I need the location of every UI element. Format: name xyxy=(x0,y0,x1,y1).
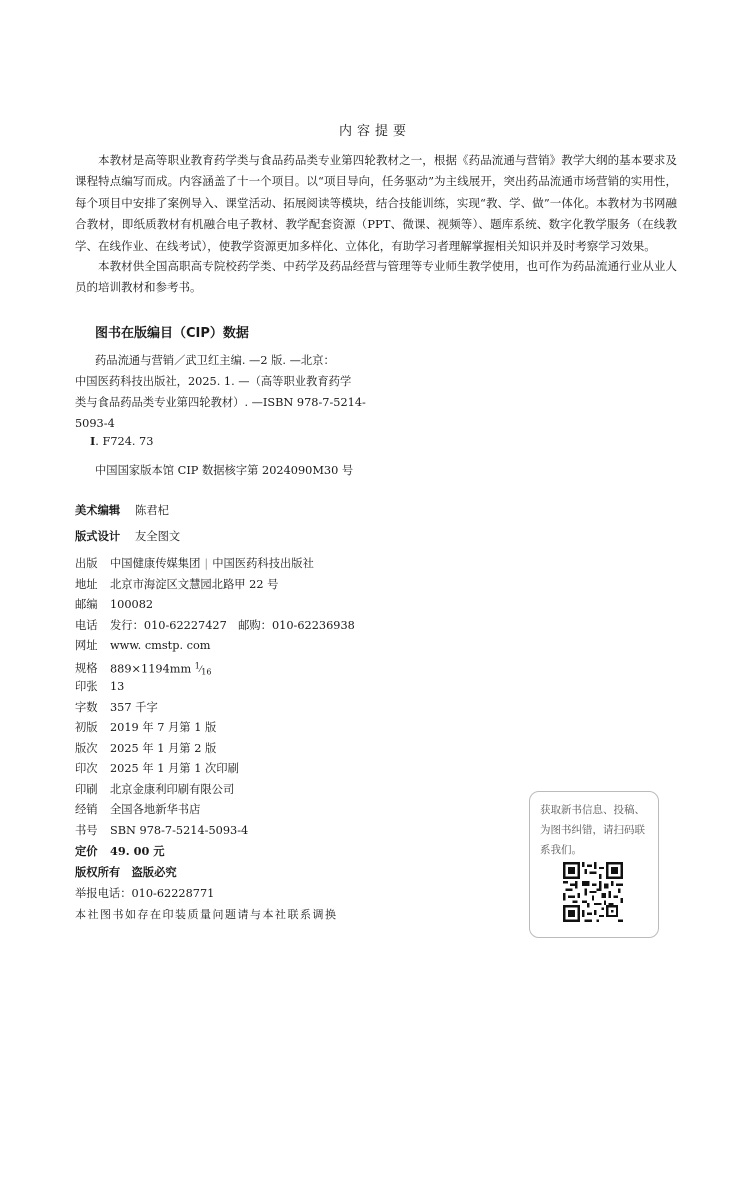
postcode-row xyxy=(75,595,355,616)
isbn-row xyxy=(75,821,355,842)
spec-value: 889×1194mm xyxy=(110,662,192,676)
summary-title: 内容提要 xyxy=(338,124,411,139)
publication-info xyxy=(75,554,355,882)
publisher-group: 中国健康传媒集团 xyxy=(110,557,201,570)
phone-value: 发行：010-62227427 邮购：010-62236938 xyxy=(110,618,355,632)
address-value: 北京市海淀区文慧园北路甲 22 号 xyxy=(110,577,279,591)
sheets-row xyxy=(75,677,355,698)
cip-line: 类与食品药品类专业第四轮教材）. —ISBN 978-7-5214- xyxy=(75,396,366,409)
art-editor-value: 陈君杞 xyxy=(135,504,169,517)
phone-row xyxy=(75,616,355,637)
isbn-label: 书号 xyxy=(75,823,98,837)
cip-line: 药品流通与营销／武卫红主编. —2 版. —北京： xyxy=(95,354,335,367)
publisher-row: 出版 中国健康传媒集团 | 中国医药科技出版社 xyxy=(75,554,355,575)
words-label: 字数 xyxy=(75,700,98,714)
quality-notice: 本社图书如存在印装质量问题请与本社联系调换 xyxy=(75,908,338,921)
spec-label: 规格 xyxy=(75,662,98,676)
website-label: 网址 xyxy=(75,639,98,652)
cip-heading: 图书在版编目（CIP）数据 xyxy=(95,326,249,341)
price-label: 定价 xyxy=(75,844,98,858)
postcode-label: 邮编 xyxy=(75,598,98,611)
qr-caption: 获取新书信息、投稿、为图书纠错，请扫码联系我们。 xyxy=(540,804,645,856)
distributor-label: 经销 xyxy=(75,803,98,816)
print-run-value: 2025 年 1 月第 1 次印刷 xyxy=(110,762,239,775)
address-row xyxy=(75,575,355,596)
distributor-row xyxy=(75,800,355,821)
cip-record xyxy=(75,350,495,434)
printer-label: 印刷 xyxy=(75,782,98,796)
print-run-row xyxy=(75,759,355,780)
cip-line: 5093-4 xyxy=(75,417,115,430)
price-value: 49. 00 元 xyxy=(110,844,165,858)
cip-line: 中国医药科技出版社，2025. 1. —（高等职业教育药学 xyxy=(75,375,352,388)
layout-design-label: 版式设计 xyxy=(75,530,121,543)
qr-contact-box xyxy=(529,791,659,938)
phone-label: 电话 xyxy=(75,618,98,632)
printer-row xyxy=(75,780,355,801)
roman-numeral: Ⅰ xyxy=(90,434,96,448)
edition-label: 版次 xyxy=(75,741,98,755)
cip-number: 中国国家版本馆 CIP 数据核字第 2024090M30 号 xyxy=(95,464,354,477)
qr-code-icon[interactable] xyxy=(563,862,623,922)
words-row xyxy=(75,698,355,719)
cip-classification xyxy=(90,434,153,448)
report-phone: 举报电话：010-62228771 xyxy=(75,887,215,900)
copyright-notice: 版权所有 盗版必究 xyxy=(75,864,177,879)
website-value: www. cmstp. com xyxy=(110,639,211,652)
print-run-label: 印次 xyxy=(75,762,98,775)
sheets-value: 13 xyxy=(110,680,125,693)
price-row xyxy=(75,841,355,862)
summary-paragraph-1: 本教材是高等职业教育药学类与食品药品类专业第四轮教材之一，根据《药品流通与营销》教学大纲的基本要求及课程特点编写而成。内容涵盖了十一个项目。以“项目导向，任务驱动”为主线展开，突出药品流通市场营销的实用性，每个项目中安排了案例导入、课堂活动、拓展阅读等模块，结合技能训练，实现“教、学、做”一体化。本教材为书网融合教材，即纸质教材有机融合电子教材、教学配套资源（PPT、微课、视频等）、题库系统、数字化教学服务（在线教学、在线作业、在线考试），使教学资源更加多样化、立体化，有助学习者理解掌握相关知识并及时考察学习效果。 xyxy=(75,153,677,253)
spec-numerator: 1 xyxy=(194,661,200,671)
first-edition-label: 初版 xyxy=(75,721,98,734)
sheets-label: 印张 xyxy=(75,680,98,693)
website-row xyxy=(75,636,355,657)
publisher-name: 中国医药科技出版社 xyxy=(212,557,314,570)
spec-fraction: 1⁄16 xyxy=(194,661,212,677)
spec-row xyxy=(75,657,355,678)
first-edition-value: 2019 年 7 月第 1 版 xyxy=(110,721,217,734)
class-code: . F724. 73 xyxy=(95,435,154,448)
spec-denominator: 16 xyxy=(201,667,212,677)
first-edition-row xyxy=(75,718,355,739)
layout-design-row xyxy=(75,528,180,544)
art-editor-label: 美术编辑 xyxy=(75,504,121,517)
printer-value: 北京金康利印刷有限公司 xyxy=(110,782,235,796)
summary-paragraph-2: 本教材供全国高职高专院校药学类、中药学及药品经营与管理等专业师生教学使用，也可作为药品流通行业从业人员的培训教材和参考书。 xyxy=(75,259,677,295)
postcode-value: 100082 xyxy=(110,598,154,611)
distributor-value: 全国各地新华书店 xyxy=(110,803,201,816)
edition-row xyxy=(75,739,355,760)
isbn-value: SBN 978-7-5214-5093-4 xyxy=(110,823,249,837)
layout-design-value: 友全图文 xyxy=(135,530,181,543)
words-value: 357 千字 xyxy=(110,700,158,714)
address-label: 地址 xyxy=(75,577,98,591)
publisher-label: 出版 xyxy=(75,557,98,570)
art-editor-row xyxy=(75,502,169,518)
edition-value: 2025 年 1 月第 2 版 xyxy=(110,741,217,755)
